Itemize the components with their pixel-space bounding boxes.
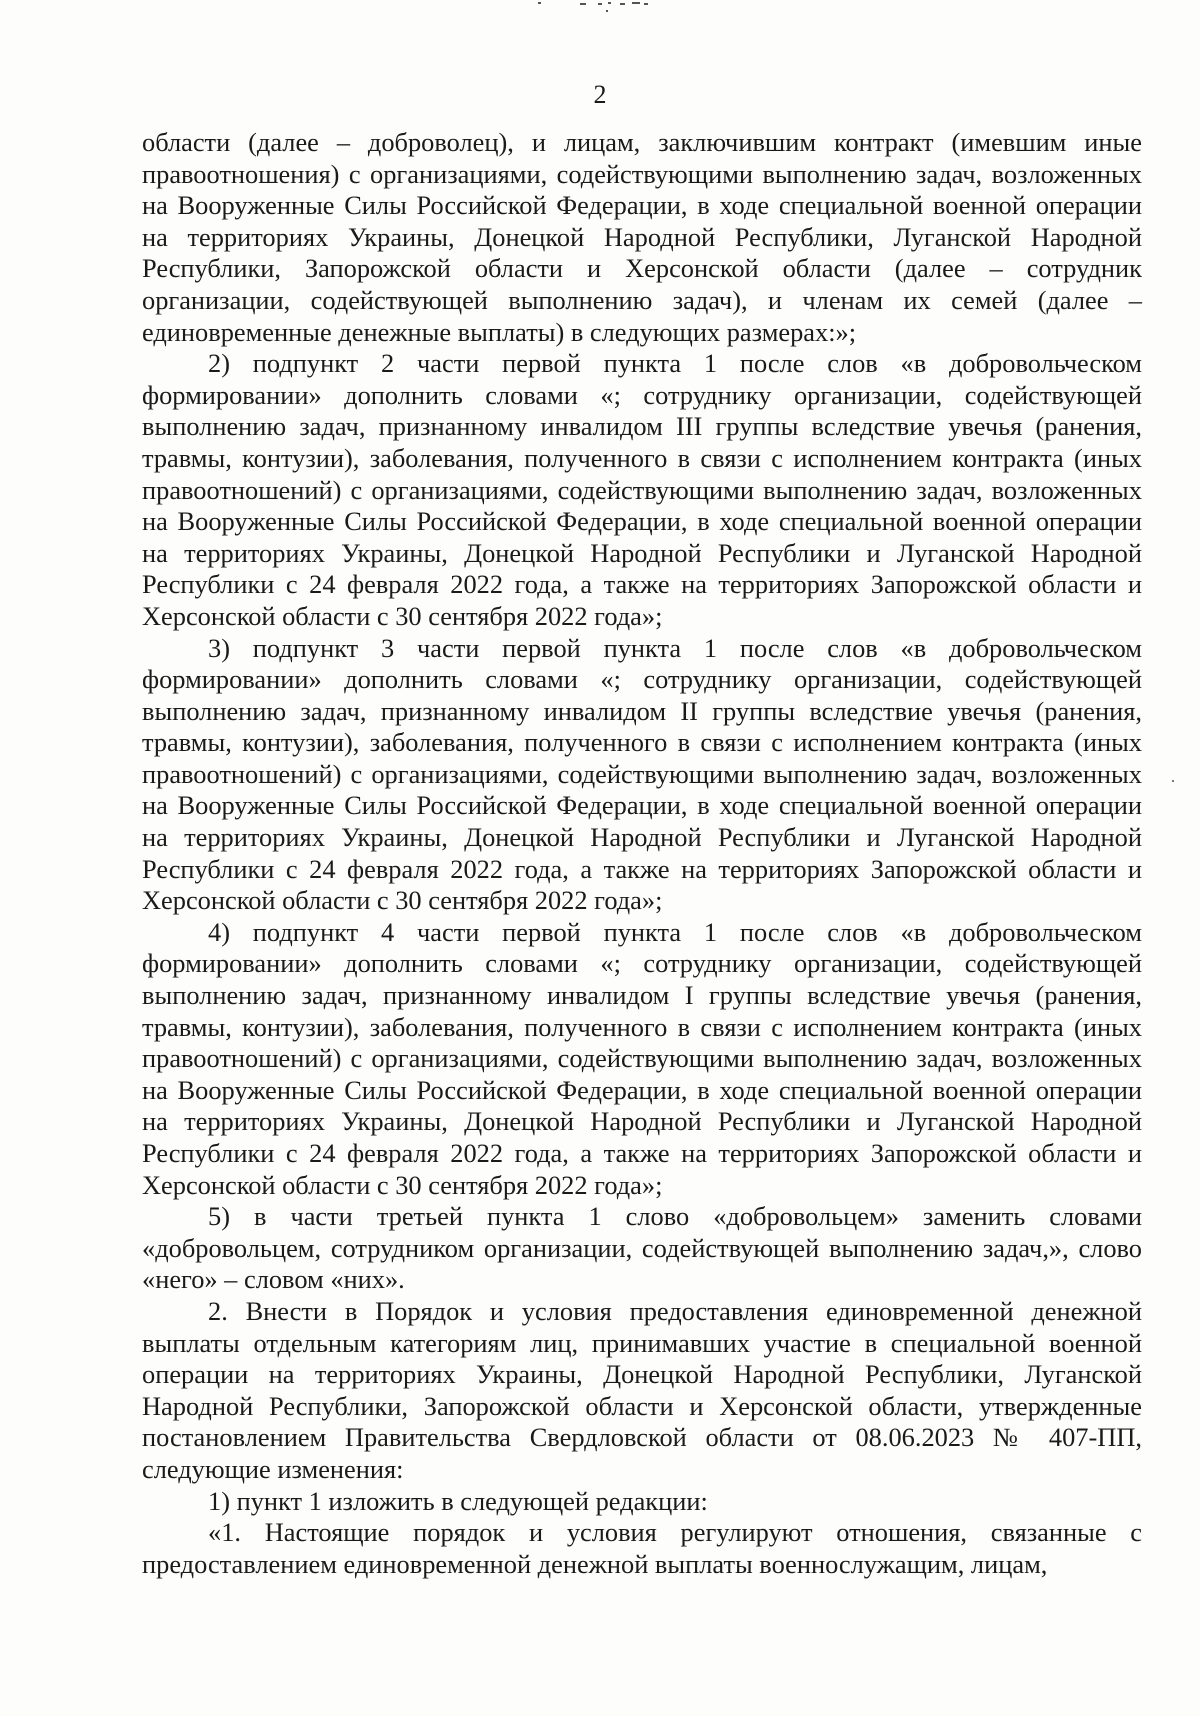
paragraph-section-2-item-1: 1) пункт 1 изложить в следующей редакции:	[208, 1485, 708, 1516]
paragraph-continuation: области (далее – доброволец), и лицам, заключившим контракт (имевшим иные правоотношения) с организациями, содействующими выполнению задач, возложенных на Вооруженные Силы Российской Федерации, в ходе специальной военной операции на территориях Украины, Донецкой Народной Республики, Луганской Народной Республики, Запорожской области и Херсонской области (далее – сотрудник организации, содействующей выполнению задач), и членам их семей (далее – единовременные денежные выплаты) в следующих размерах:»;	[142, 127, 1142, 347]
paragraph-item-5: 5) в части третьей пункта 1 слово «добровольцем» заменить словами «добровольцем, сотрудником организации, содействующей выполнению задач,», слово «него» – словом «них».	[142, 1201, 1142, 1295]
paragraph-item-2: 2) подпункт 2 части первой пункта 1 после слов «в добровольческом формировании» дополнить словами «; сотруднику организации, содействующей выполнению задач, признанному инвалидом III группы вследствие увечья (ранения, травмы, контузии), заболевания, полученного в связи с исполнением контракта (иных правоотношений) с организациями, содействующими выполнению задач, возложенных на Вооруженные Силы Российской Федерации, в ходе специальной военной операции на территориях Украины, Донецкой Народной Республики и Луганской Народной Республики с 24 февраля 2022 года, а также на территориях Запорожской области и Херсонской области с 30 сентября 2022 года»;	[142, 348, 1142, 631]
paragraph-section-2: 2. Внести в Порядок и условия предоставления единовременной денежной выплаты отдельным категориям лиц, принимавших участие в специальной военной операции на территориях Украины, Донецкой Народной Республики, Луганской Народной Республики, Запорожской области и Херсонской области, утвержденные постановлением Правительства Свердловской области от 08.06.2023 № 407-ПП, следующие изменения:	[142, 1295, 1142, 1484]
paragraph-item-3: 3) подпункт 3 части первой пункта 1 после слов «в добровольческом формировании» дополнить словами «; сотруднику организации, содействующей выполнению задач, признанному инвалидом II группы вследствие увечья (ранения, травмы, контузии), заболевания, полученного в связи с исполнением контракта (иных правоотношений) с организациями, содействующими выполнению задач, возложенных на Вооруженные Силы Российской Федерации, в ходе специальной военной операции на территориях Украины, Донецкой Народной Республики и Луганской Народной Республики с 24 февраля 2022 года, а также на территориях Запорожской области и Херсонской области с 30 сентября 2022 года»;	[142, 632, 1142, 916]
scan-artifact	[520, 0, 720, 12]
paragraph-quoted-point-1: «1. Настоящие порядок и условия регулируют отношения, связанные с предоставлением единовременной денежной выплаты военнослужащим, лицам,	[142, 1517, 1142, 1579]
page-number: 2	[593, 80, 607, 109]
scan-artifact-dot	[1172, 780, 1174, 782]
paragraph-item-4: 4) подпункт 4 части первой пункта 1 после слов «в добровольческом формировании» дополнить словами «; сотруднику организации, содействующей выполнению задач, признанному инвалидом I группы вследствие увечья (ранения, травмы, контузии), заболевания, полученного в связи с исполнением контракта (иных правоотношений) с организациями, содействующими выполнению задач, возложенных на Вооруженные Силы Российской Федерации, в ходе специальной военной операции на территориях Украины, Донецкой Народной Республики и Луганской Народной Республики с 24 февраля 2022 года, а также на территориях Запорожской области и Херсонской области с 30 сентября 2022 года»;	[142, 916, 1142, 1200]
document-body	[142, 127, 1142, 1580]
